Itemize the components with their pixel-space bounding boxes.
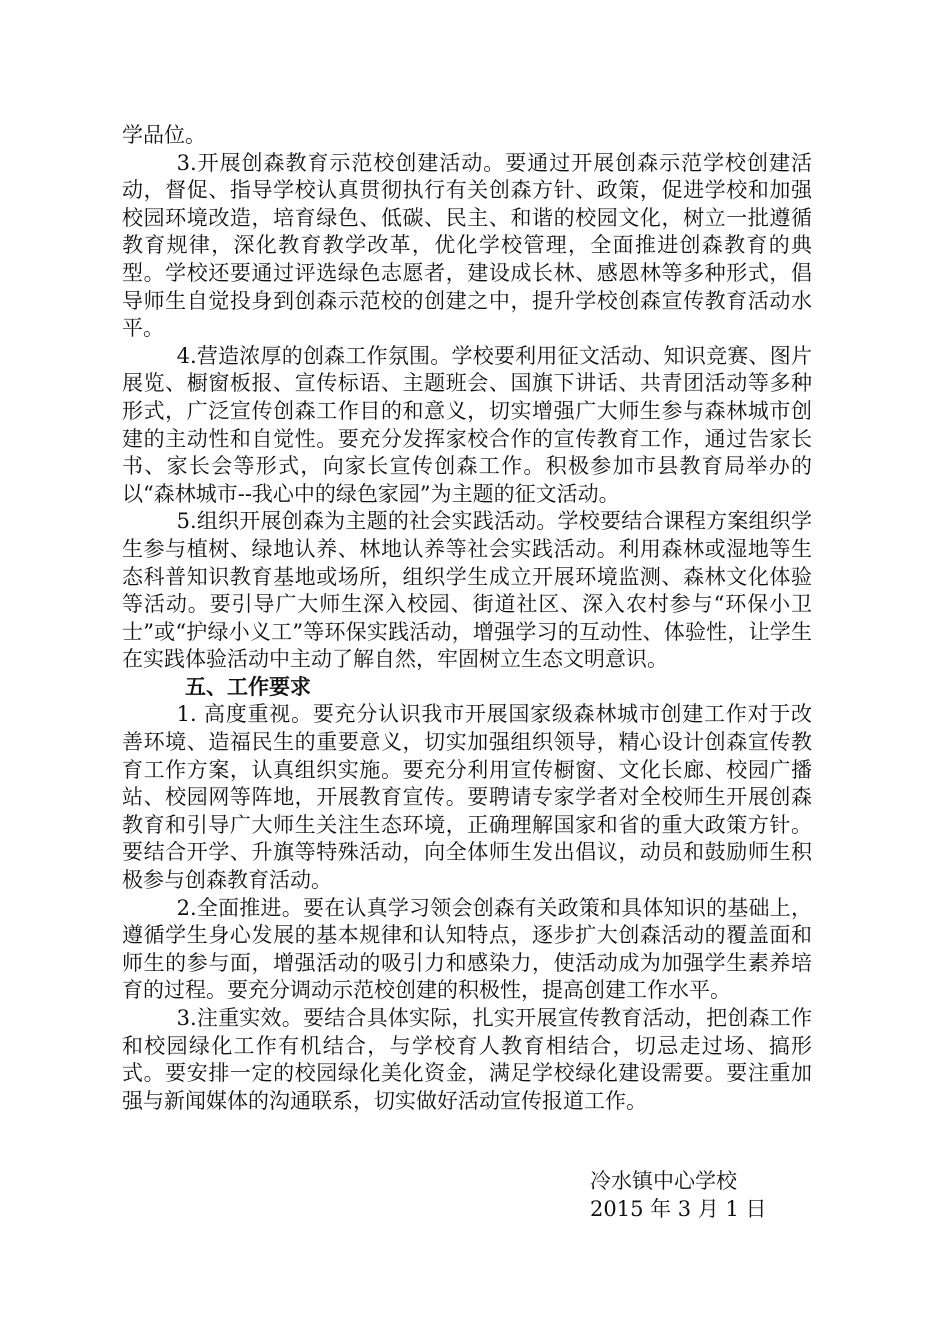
paragraph-continuation: 学品位。	[122, 123, 206, 147]
paragraph-item-3: 3.开展创森教育示范校创建活动。要通过开展创森示范学校创建活动，督促、指导学校认真贯彻执行有关创森方针、政策，促进学校和加强校园环境改造，培育绿色、低碳、民主、和谐的校园文化，树立一批遵循教育规律，深化教育教学改革，优化学校管理，全面推进创森教育的典型。学校还要通过评选绿色志愿者，建设成长林、感恩林等多种形式，倡导师生自觉投身到创森示范校的创建之中，提升学校创森宣传教育活动水平。	[122, 150, 812, 341]
document-body	[122, 122, 812, 1115]
requirement-item-3: 3.注重实效。要结合具体实际，扎实开展宣传教育活动，把创森工作和校园绿化工作有机结合，与学校育人教育相结合，切忌走过场、搞形式。要安排一定的校园绿化美化资金，满足学校绿化建设需要。要注重加强与新闻媒体的沟通联系，切实做好活动宣传报道工作。	[122, 1006, 812, 1113]
paragraph-item-5: 5.组织开展创森为主题的社会实践活动。学校要结合课程方案组织学生参与植树、绿地认养、林地认养等社会实践活动。利用森林或湿地等生态科普知识教育基地或场所，组织学生成立开展环境监测、森林文化体验等活动。要引导广大师生深入校园、街道社区、深入农村参与“环保小卫士”或“护绿小义工”等环保实践活动，增强学习的互动性、体验性，让学生在实践体验活动中主动了解自然，牢固树立生态文明意识。	[122, 509, 812, 672]
requirement-item-1: 1. 高度重视。要充分认识我市开展国家级森林城市创建工作对于改善环境、造福民生的重要意义，切实加强组织领导，精心设计创森宣传教育工作方案，认真组织实施。要充分利用宣传橱窗、文化长廊、校园广播站、校园网等阵地，开展教育宣传。要聘请专家学者对全校师生开展创森教育和引导广大师生关注生态环境，正确理解国家和省的重大政策方针。要结合开学、升旗等特殊活动，向全体师生发出倡议，动员和鼓励师生积极参与创森教育活动。	[122, 702, 812, 893]
paragraph-item-4: 4.营造浓厚的创森工作氛围。学校要利用征文活动、知识竞赛、图片展览、橱窗板报、宣传标语、主题班会、国旗下讲话、共青团活动等多种形式，广泛宣传创森工作目的和意义，切实增强广大师生参与森林城市创建的主动性和自觉性。要充分发挥家校合作的宣传教育工作，通过告家长书、家长会等形式，向家长宣传创森工作。积极参加市县教育局举办的以“森林城市--我心中的绿色家园”为主题的征文活动。	[122, 343, 812, 506]
requirement-item-2: 2.全面推进。要在认真学习领会创森有关政策和具体知识的基础上，遵循学生身心发展的基本规律和认知特点，逐步扩大创森活动的覆盖面和师生的参与面，增强活动的吸引力和感染力，使活动成为加强学生素养培育的过程。要充分调动示范校创建的积极性，提高创建工作水平。	[122, 895, 812, 1003]
signature-organization: 冷水镇中心学校	[590, 1169, 737, 1193]
section-heading-work-requirements: 五、工作要求	[185, 674, 311, 699]
signature-date: 2015 年 3 月 1 日	[590, 1196, 767, 1221]
signature-block	[590, 1168, 767, 1223]
